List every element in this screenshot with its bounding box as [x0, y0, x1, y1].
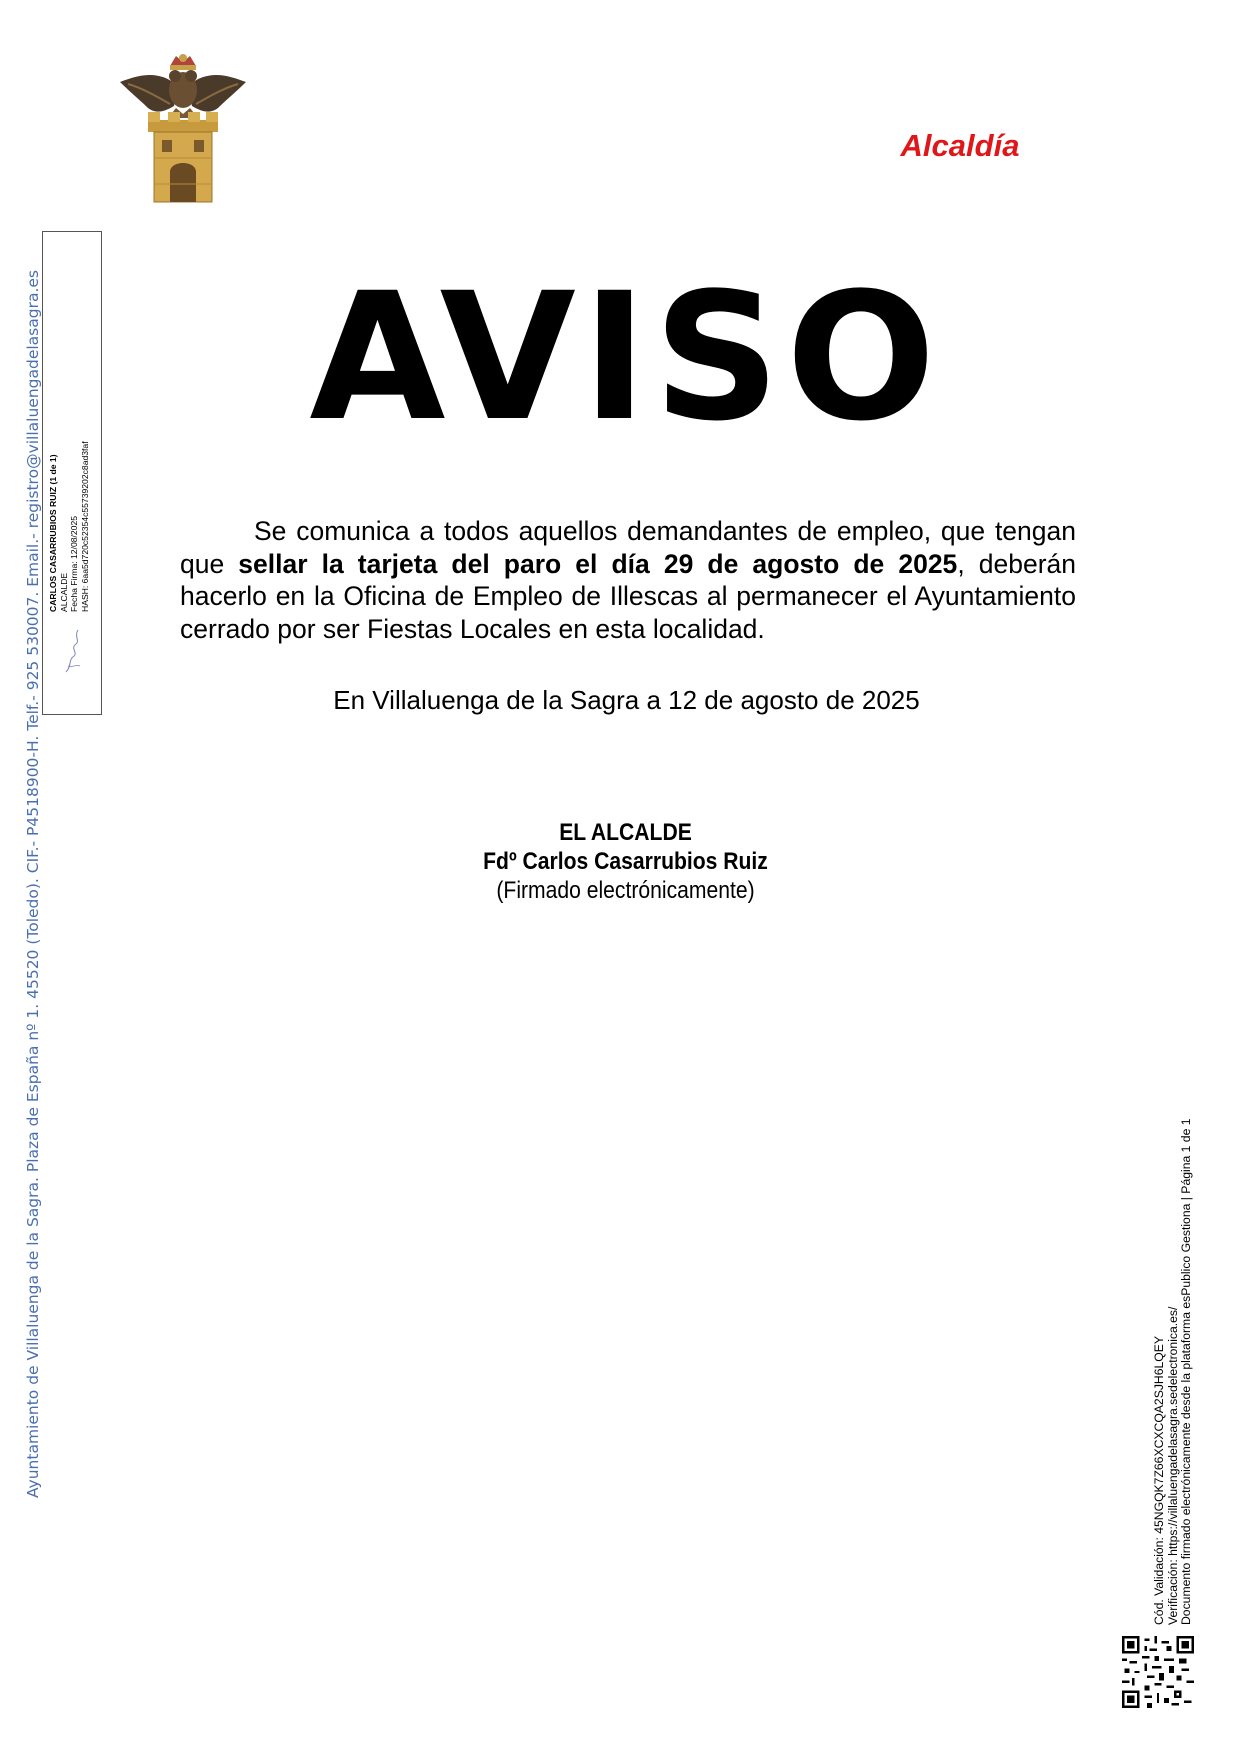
- notice-body-rest: , deberán hacerlo en la Oficina de Empleo de Illescas al permanecer el Ayuntamiento cerrado por ser Fiestas Locales en esta localidad.: [180, 548, 1077, 644]
- qr-code-icon: [1122, 1636, 1194, 1708]
- notice-title: AVISO: [309, 255, 942, 460]
- notice-body-highlight: sellar la tarjeta del paro el día 29 de agosto de 2025: [238, 548, 958, 579]
- notice-body-intro: Se comunica a todos aquellos demandantes de empleo, que tengan que: [180, 516, 1076, 579]
- stamp-role: ALCALDE: [58, 572, 69, 612]
- validation-document: Documento firmado electrónicamente desde la plataforma esPublico Gestiona | Página 1 de 1: [1179, 1118, 1193, 1625]
- signature-note: (Firmado electrónicamente): [496, 877, 755, 904]
- validation-info: [1153, 1095, 1203, 1625]
- signature-stamp: [48, 232, 98, 612]
- validation-code: Cód. Validación: 45NGQK7Z66XCXCQA2SJH6LQEY: [1152, 1335, 1166, 1625]
- signature-role: EL ALCALDE: [559, 819, 692, 846]
- sidebar-address: Ayuntamiento de Villaluenga de la Sagra. Plaza de España nº 1. 45520 (Toledo). CIF.- P4518900-H. Telf.- 925 530007. Email.- registro@villaluengadelasagra.es: [24, 270, 42, 1498]
- stamp-hash: HASH: 6aa5d720c52354c55739202c8ad3faf: [79, 441, 90, 612]
- validation-url: Verificación: https://villaluengadelasagra.sedelectronica.es/: [1165, 1306, 1180, 1625]
- signature-name: Fdº Carlos Casarrubios Ruiz: [483, 848, 768, 875]
- handwritten-signature-icon: [62, 626, 84, 676]
- notice-body: [180, 515, 1076, 645]
- place-date: En Villaluenga de la Sagra a 12 de agosto de 2025: [333, 685, 920, 715]
- office-heading: Alcaldía: [900, 128, 1020, 163]
- coat-of-arms-logo: [118, 48, 248, 208]
- stamp-date: Fecha Firma: 12/08/2025: [69, 515, 79, 612]
- signature-block: [0, 818, 1241, 905]
- stamp-signer: CARLOS CASARRUBIOS RUIZ (1 de 1): [48, 454, 58, 612]
